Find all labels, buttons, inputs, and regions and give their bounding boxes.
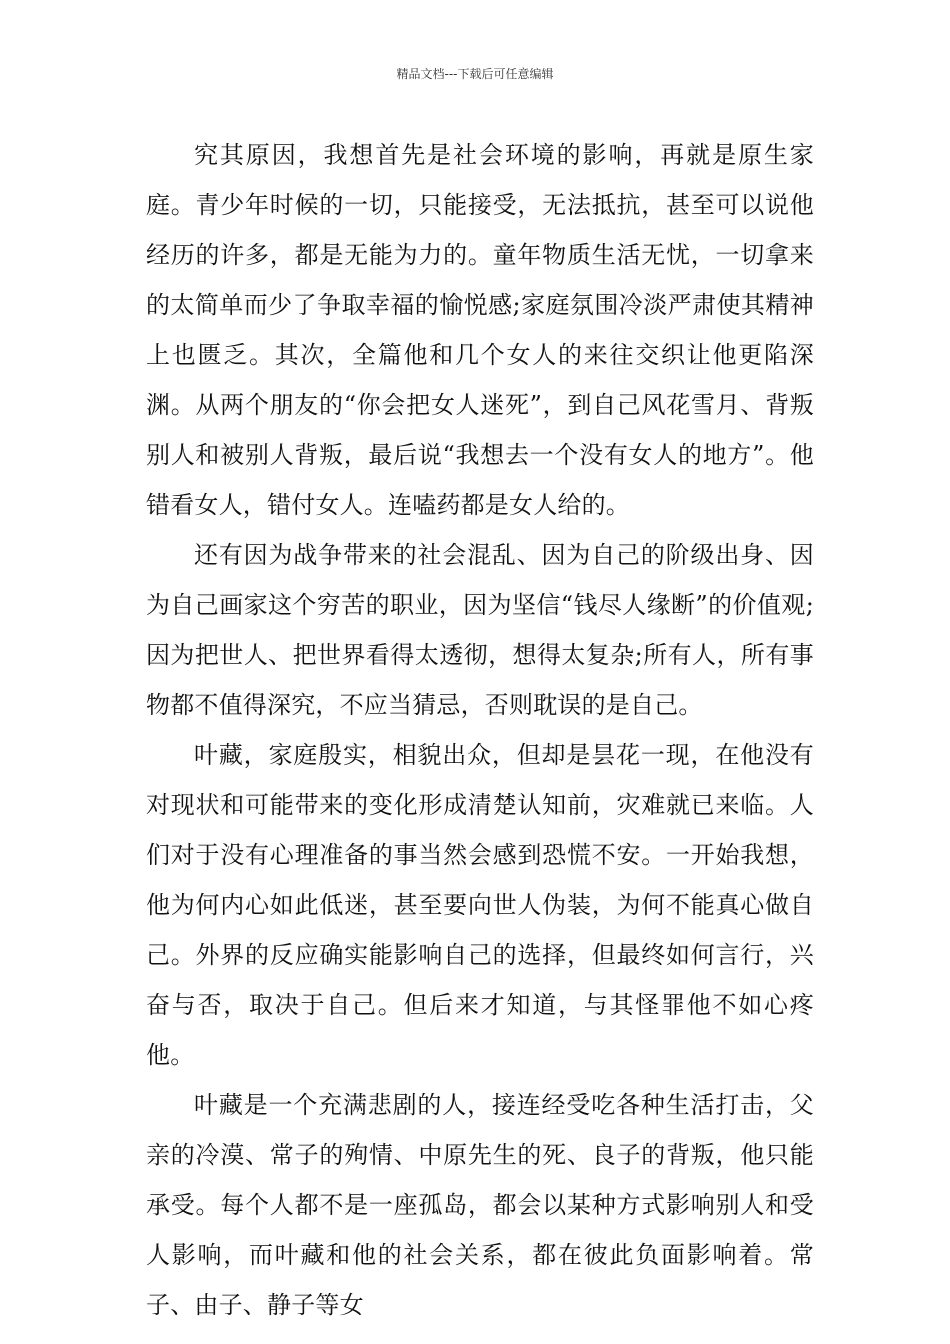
paragraph-3: 叶藏，家庭殷实，相貌出众，但却是昙花一现，在他没有对现状和可能带来的变化形成清楚认知前，灾难就已来临。人们对于没有心理准备的事当然会感到恐慌不安。一开始我想，他为何内心如此低迷，甚至要向世人伪装，为何不能真心做自己。外界的反应确实能影响自己的选择，但最终如何言行，兴奋与否，取决于自己。但后来才知道，与其怪罪他不如心疼他。 bbox=[146, 741, 814, 1069]
paragraph-4: 叶藏是一个充满悲剧的人，接连经受吃各种生活打击，父亲的冷漠、常子的殉情、中原先生的死、良子的背叛，他只能承受。每个人都不是一座孤岛，都会以某种方式影响别人和受人影响，而叶藏和他的社会关系，都在彼此负面影响着。常子、由子、静子等女 bbox=[146, 1091, 814, 1319]
paragraph-2: 还有因为战争带来的社会混乱、因为自己的阶级出身、因为自己画家这个穷苦的职业，因为坚信“钱尽人缘断”的价值观;因为把世人、把世界看得太透彻，想得太复杂;所有人，所有事物都不值得深究，不应当猜忌，否则耽误的是自己。 bbox=[146, 541, 814, 719]
paragraph-1: 究其原因，我想首先是社会环境的影响，再就是原生家庭。青少年时候的一切，只能接受，无法抵抗，甚至可以说他经历的许多，都是无能为力的。童年物质生活无忧，一切拿来的太简单而少了争取幸福的愉悦感;家庭氛围冷淡严肃使其精神上也匮乏。其次，全篇他和几个女人的来往交织让他更陷深渊。从两个朋友的“你会把女人迷死”，到自己风花雪月、背叛别人和被别人背叛，最后说“我想去一个没有女人的地方”。他错看女人，错付女人。连嗑药都是女人给的。 bbox=[146, 141, 814, 519]
page-header: 精品文档---下载后可任意编辑 bbox=[396, 67, 554, 81]
document-body bbox=[146, 130, 814, 1330]
